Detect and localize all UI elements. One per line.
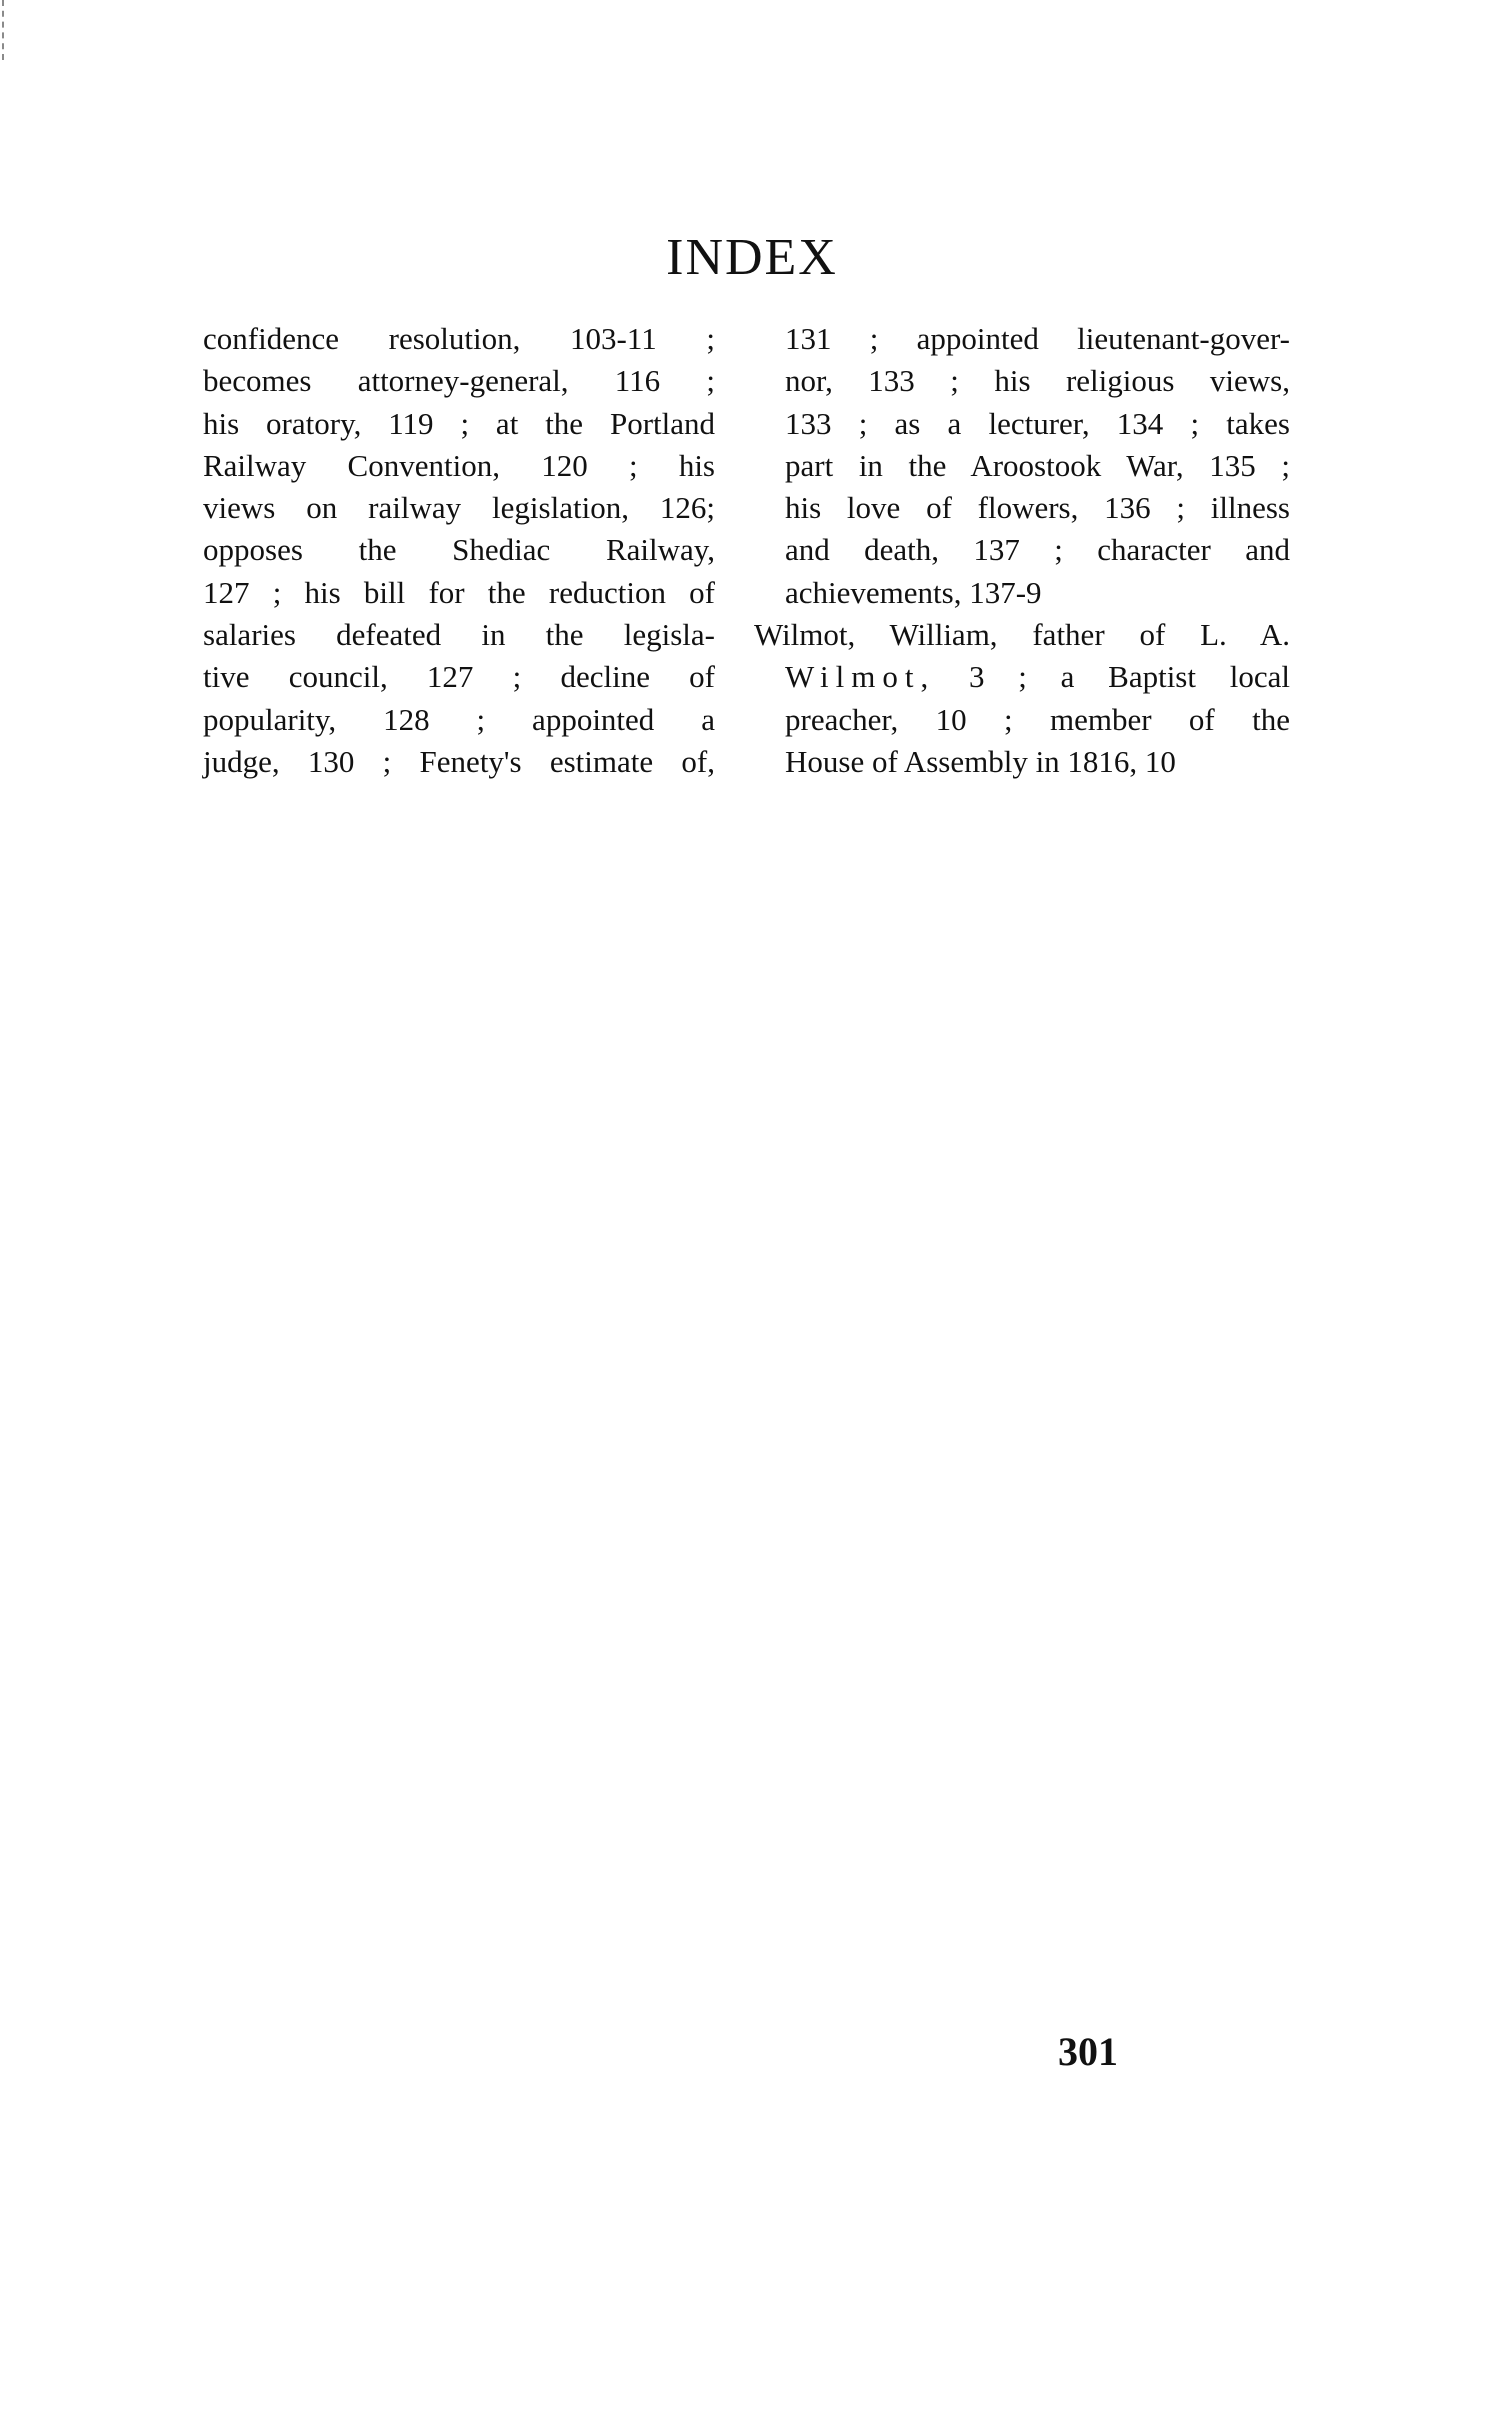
page-title: INDEX [666, 229, 838, 286]
index-entry-line-rest: 3 ; a Baptist local [969, 659, 1290, 695]
scan-edge-mark [2, 0, 7, 60]
index-line: Railway Convention, 120 ; his [203, 447, 715, 483]
index-line: nor, 133 ; his religious views, [785, 363, 1290, 399]
index-column-left [203, 318, 715, 783]
index-line: opposes the Shediac Railway, [203, 532, 715, 568]
index-line: salaries defeated in the legisla- [203, 617, 715, 653]
page-number: 301 [1058, 2029, 1118, 2074]
index-line: popularity, 128 ; appointed a [203, 701, 715, 737]
index-line: judge, 130 ; Fenety's estimate of, [203, 743, 715, 779]
index-entry-line [754, 656, 1290, 698]
index-line: achievements, 137-9 [785, 574, 1042, 610]
index-line: tive council, 127 ; decline of [203, 659, 715, 695]
index-line: part in the Aroostook War, 135 ; [785, 447, 1290, 483]
index-line: 131 ; appointed lieutenant-gover- [785, 321, 1290, 356]
index-line: views on railway legislation, 126; [203, 490, 715, 526]
index-line: 133 ; as a lecturer, 134 ; takes [785, 405, 1290, 441]
index-line: and death, 137 ; character and [785, 532, 1290, 568]
index-column-right [754, 318, 1290, 783]
index-entry-line: House of Assembly in 1816, 10 [785, 743, 1176, 779]
index-line: confidence resolution, 103-11 ; [203, 321, 715, 356]
index-entry-line: preacher, 10 ; member of the [785, 701, 1290, 737]
index-entry-heading: Wilmot, William, father of L. A. [754, 617, 1290, 653]
index-line: his love of flowers, 136 ; illness [785, 490, 1290, 526]
index-line: his oratory, 119 ; at the Portland [203, 405, 715, 441]
index-line: becomes attorney-general, 116 ; [203, 363, 715, 399]
index-line: 127 ; his bill for the reduction of [203, 574, 715, 610]
index-entry-spaced-name: Wilmot, [785, 659, 936, 695]
